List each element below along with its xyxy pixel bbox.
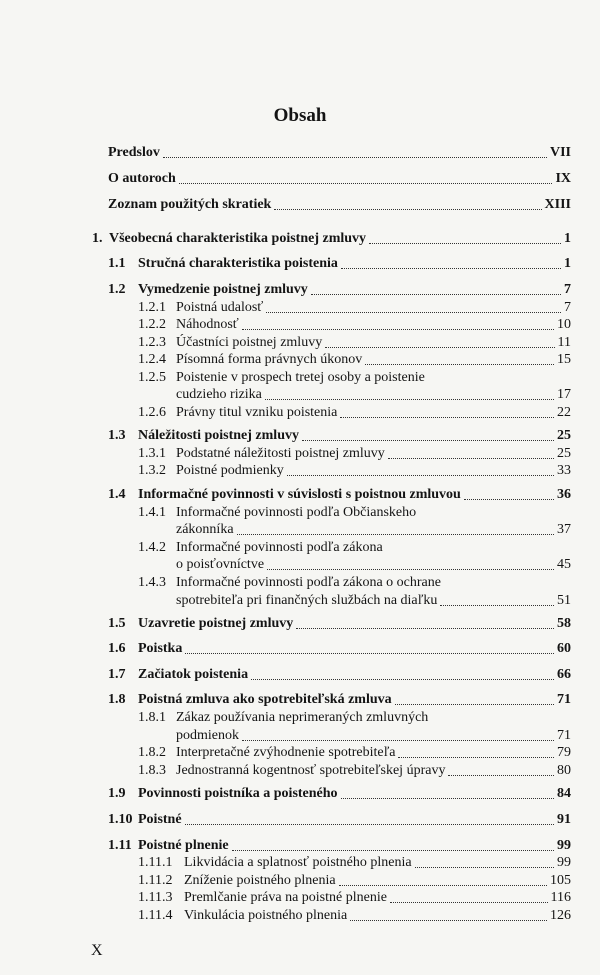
toc-entry-1-8[interactable]	[108, 692, 571, 708]
toc-page-number: 1	[564, 256, 571, 271]
toc-entry-title: Poistné podmienky	[176, 463, 284, 478]
dot-leader	[415, 867, 554, 868]
dot-leader	[265, 399, 554, 400]
dot-leader	[350, 920, 547, 921]
toc-entry-number: 1.6	[108, 641, 126, 656]
toc-entry-number: 1.8.3	[138, 763, 166, 778]
toc-entry-number: 1.2.3	[138, 335, 166, 350]
toc-entry-title-continued: o poisťovníctve	[176, 557, 265, 572]
toc-entry-1-6[interactable]	[108, 641, 571, 657]
toc-page-number: 105	[550, 873, 571, 888]
toc-entry-number: 1.7	[108, 667, 126, 682]
dot-leader	[440, 605, 554, 606]
toc-page-number: 71	[557, 728, 571, 743]
toc-entry-number: 1.4	[108, 487, 126, 502]
toc-entry-title: Poistka	[138, 641, 183, 656]
toc-entry-1-11-3[interactable]	[138, 890, 571, 906]
toc-entry-title: Predslov	[108, 145, 160, 160]
dot-leader	[339, 885, 547, 886]
toc-entry-title: Zníženie poistného plnenia	[184, 873, 336, 888]
toc-entry-number: 1.5	[108, 616, 126, 631]
toc-entry-title: Náhodnosť	[176, 317, 239, 332]
toc-page-number: 79	[557, 745, 571, 760]
dot-leader	[340, 417, 554, 418]
toc-entry-title: Informačné povinnosti podľa Občianskeho	[176, 505, 417, 520]
toc-page-number: 37	[557, 522, 571, 537]
toc-entry-title: Jednostranná kogentnosť spotrebiteľskej úpravy	[176, 763, 446, 778]
toc-entry-1-2-5[interactable]	[176, 387, 571, 403]
toc-entry-title: Uzavretie poistnej zmluvy	[138, 616, 294, 631]
toc-entry-number: 1.4.1	[138, 505, 166, 520]
toc-entry-1-4-3-line1	[138, 575, 441, 591]
toc-entry-1-11-2[interactable]	[138, 873, 571, 889]
toc-entry-1-4[interactable]	[108, 487, 571, 503]
toc-page-number: IX	[555, 171, 571, 186]
toc-entry-1-1[interactable]	[108, 256, 571, 272]
toc-entry-title: Likvidácia a splatnosť poistného plnenia	[184, 855, 412, 870]
dot-leader	[267, 569, 554, 570]
toc-entry-title: Premlčanie práva na poistné plnenie	[184, 890, 387, 905]
toc-page-number: 7	[564, 300, 571, 315]
toc-page-number: 84	[557, 786, 571, 801]
toc-page-number: 11	[557, 335, 571, 350]
toc-entry-number: 1.8.1	[138, 710, 166, 725]
toc-page-number: 45	[557, 557, 571, 572]
toc-entry-1-3-1[interactable]	[138, 446, 571, 462]
dot-leader	[325, 347, 554, 348]
toc-entry-number: 1.11.1	[138, 855, 173, 870]
toc-entry-number: 1.1	[108, 256, 126, 271]
toc-entry-number: 1.4.2	[138, 540, 166, 555]
toc-entry-number: 1.3	[108, 428, 126, 443]
toc-entry-1-2-5-line1	[138, 370, 425, 386]
toc-page-number: XIII	[544, 197, 571, 212]
toc-entry-title: Informačné povinnosti podľa zákona	[176, 540, 383, 555]
toc-entry-number: 1.2	[108, 282, 126, 297]
toc-entry-number: 1.3.1	[138, 446, 166, 461]
toc-entry-number: 1.11.3	[138, 890, 173, 905]
toc-page-number: 22	[557, 405, 571, 420]
toc-entry-1-11[interactable]	[108, 838, 571, 854]
toc-page-number: 25	[557, 428, 571, 443]
toc-page-number: 91	[557, 812, 571, 827]
dot-leader	[185, 653, 554, 654]
toc-entry-number: 1.8	[108, 692, 126, 707]
dot-leader	[287, 475, 554, 476]
toc-entry-title: Zoznam použitých skratiek	[108, 197, 272, 212]
toc-entry-o-autoroch[interactable]	[108, 171, 571, 187]
dot-leader	[311, 294, 561, 295]
toc-entry-title-continued: podmienok	[176, 728, 239, 743]
toc-entry-title: Všeobecná charakteristika poistnej zmluvy	[109, 231, 367, 246]
toc-page-number: 60	[557, 641, 571, 656]
toc-entry-title: Poistenie v prospech tretej osoby a poistenie	[176, 370, 425, 385]
toc-entry-1-8-3[interactable]	[138, 763, 571, 779]
toc-page-number: 17	[557, 387, 571, 402]
dot-leader	[242, 329, 554, 330]
dot-leader	[185, 824, 554, 825]
toc-entry-title: Povinnosti poistníka a poisteného	[138, 786, 338, 801]
toc-page-number: 15	[557, 352, 571, 367]
toc-entry-title: Poistné plnenie	[138, 838, 229, 853]
toc-entry-title: Vinkulácia poistného plnenia	[184, 908, 348, 923]
toc-entry-1-11-1[interactable]	[138, 855, 571, 871]
toc-entry-title: Účastníci poistnej zmluvy	[176, 335, 323, 350]
toc-entry-title: Stručná charakteristika poistenia	[138, 256, 338, 271]
toc-entry-title: Poistná udalosť	[176, 300, 264, 315]
toc-entry-1-5[interactable]	[108, 616, 571, 632]
toc-entry-number: 1.2.6	[138, 405, 166, 420]
toc-entry-title: Podstatné náležitosti poistnej zmluvy	[176, 446, 385, 461]
toc-entry-number: 1.11.4	[138, 908, 173, 923]
toc-entry-title: Poistná zmluva ako spotrebiteľská zmluva	[138, 692, 392, 707]
toc-page-number: 99	[557, 838, 571, 853]
toc-entry-1-2-4[interactable]	[138, 352, 571, 368]
toc-entry-1-2-3[interactable]	[138, 335, 571, 351]
dot-leader	[266, 312, 561, 313]
dot-leader	[341, 268, 561, 269]
dot-leader	[179, 183, 553, 184]
toc-entry-number: 1.3.2	[138, 463, 166, 478]
toc-page-number: 99	[557, 855, 571, 870]
toc-entry-zoznam-pou-it-ch-skratiek[interactable]	[108, 197, 571, 213]
toc-entry-1-8-2[interactable]	[138, 745, 571, 761]
toc-entry-predslov[interactable]	[108, 145, 571, 161]
dot-leader	[390, 902, 548, 903]
dot-leader	[395, 704, 554, 705]
toc-entry-1-4-3[interactable]	[176, 593, 571, 609]
toc-entry-title: Zákaz používania neprimeraných zmluvných	[176, 710, 429, 725]
toc-page-number: 1	[564, 231, 571, 246]
toc-entry-1-4-2-line1	[138, 540, 383, 556]
toc-entry-1-2-1[interactable]	[138, 300, 571, 316]
toc-entry-number: 1.4.3	[138, 575, 166, 590]
toc-entry-title: Náležitosti poistnej zmluvy	[138, 428, 299, 443]
toc-entry-title: O autoroch	[108, 171, 176, 186]
toc-entry-title: Informačné povinnosti podľa zákona o ochrane	[176, 575, 441, 590]
toc-entry-title: Písomná forma právnych úkonov	[176, 352, 363, 367]
toc-entry-title-continued: cudzieho rizika	[176, 387, 262, 402]
dot-leader	[365, 364, 554, 365]
toc-entry-title: Interpretačné zvýhodnenie spotrebiteľa	[176, 745, 396, 760]
toc-entry-title-continued: spotrebiteľa pri finančných službách na diaľku	[176, 593, 438, 608]
dot-leader	[232, 850, 554, 851]
toc-entry-number: 1.2.1	[138, 300, 166, 315]
toc-page-number: 25	[557, 446, 571, 461]
toc-entry-1-2-6[interactable]	[138, 405, 571, 421]
dot-leader	[388, 458, 554, 459]
dot-leader	[369, 243, 561, 244]
toc-entry-1-4-2[interactable]	[176, 557, 571, 573]
toc-entry-1-8-1[interactable]	[176, 728, 571, 744]
dot-leader	[448, 775, 554, 776]
toc-entry-number: 1.11	[108, 838, 132, 853]
toc-entry-1-4-1[interactable]	[176, 522, 571, 538]
toc-entry-1-10[interactable]	[108, 812, 571, 828]
dot-leader	[296, 628, 554, 629]
toc-entry-1-3[interactable]	[108, 428, 571, 444]
toc-page-number: VII	[549, 145, 571, 160]
toc-entry-number: 1.10	[108, 812, 133, 827]
toc-entry-number: 1.2.2	[138, 317, 166, 332]
dot-leader	[274, 209, 541, 210]
toc-entry-title: Právny titul vzniku poistenia	[176, 405, 338, 420]
toc-entry-1[interactable]	[92, 231, 571, 247]
toc-entry-1-9[interactable]	[108, 786, 571, 802]
toc-entry-title: Vymedzenie poistnej zmluvy	[138, 282, 308, 297]
dot-leader	[251, 679, 554, 680]
toc-entry-number: 1.11.2	[138, 873, 173, 888]
dot-leader	[464, 499, 554, 500]
toc-entry-1-11-4[interactable]	[138, 908, 571, 924]
toc-entry-1-2[interactable]	[108, 282, 571, 298]
toc-page-number: 116	[550, 890, 571, 905]
toc-page-number: 126	[550, 908, 571, 923]
toc-entry-1-7[interactable]	[108, 667, 571, 683]
toc-entry-number: 1.2.4	[138, 352, 166, 367]
page-title: Obsah	[273, 105, 327, 126]
page-number-footer: X	[91, 942, 103, 959]
toc-entry-number: 1.2.5	[138, 370, 166, 385]
toc-page-number: 51	[557, 593, 571, 608]
toc-entry-1-3-2[interactable]	[138, 463, 571, 479]
toc-entry-title: Začiatok poistenia	[138, 667, 249, 682]
toc-entry-number: 1.8.2	[138, 745, 166, 760]
toc-page-number: 66	[557, 667, 571, 682]
toc-page-number: 58	[557, 616, 571, 631]
toc-entry-number: 1.9	[108, 786, 126, 801]
toc-entry-1-4-1-line1	[138, 505, 416, 521]
dot-leader	[242, 740, 554, 741]
toc-entry-1-2-2[interactable]	[138, 317, 571, 333]
toc-entry-1-8-1-line1	[138, 710, 428, 726]
dot-leader	[302, 440, 554, 441]
dot-leader	[398, 757, 554, 758]
toc-page-number: 33	[557, 463, 571, 478]
toc-page-number: 7	[564, 282, 571, 297]
toc-entry-title-continued: zákonníka	[176, 522, 234, 537]
toc-entry-title: Informačné povinnosti v súvislosti s poistnou zmluvou	[138, 487, 461, 502]
dot-leader	[163, 157, 547, 158]
toc-entry-title: Poistné	[138, 812, 182, 827]
toc-page-number: 80	[557, 763, 571, 778]
toc-page-number: 36	[557, 487, 571, 502]
toc-entry-number: 1.	[92, 231, 103, 246]
dot-leader	[341, 798, 554, 799]
toc-page-number: 10	[557, 317, 571, 332]
toc-page-number: 71	[557, 692, 571, 707]
dot-leader	[237, 534, 554, 535]
